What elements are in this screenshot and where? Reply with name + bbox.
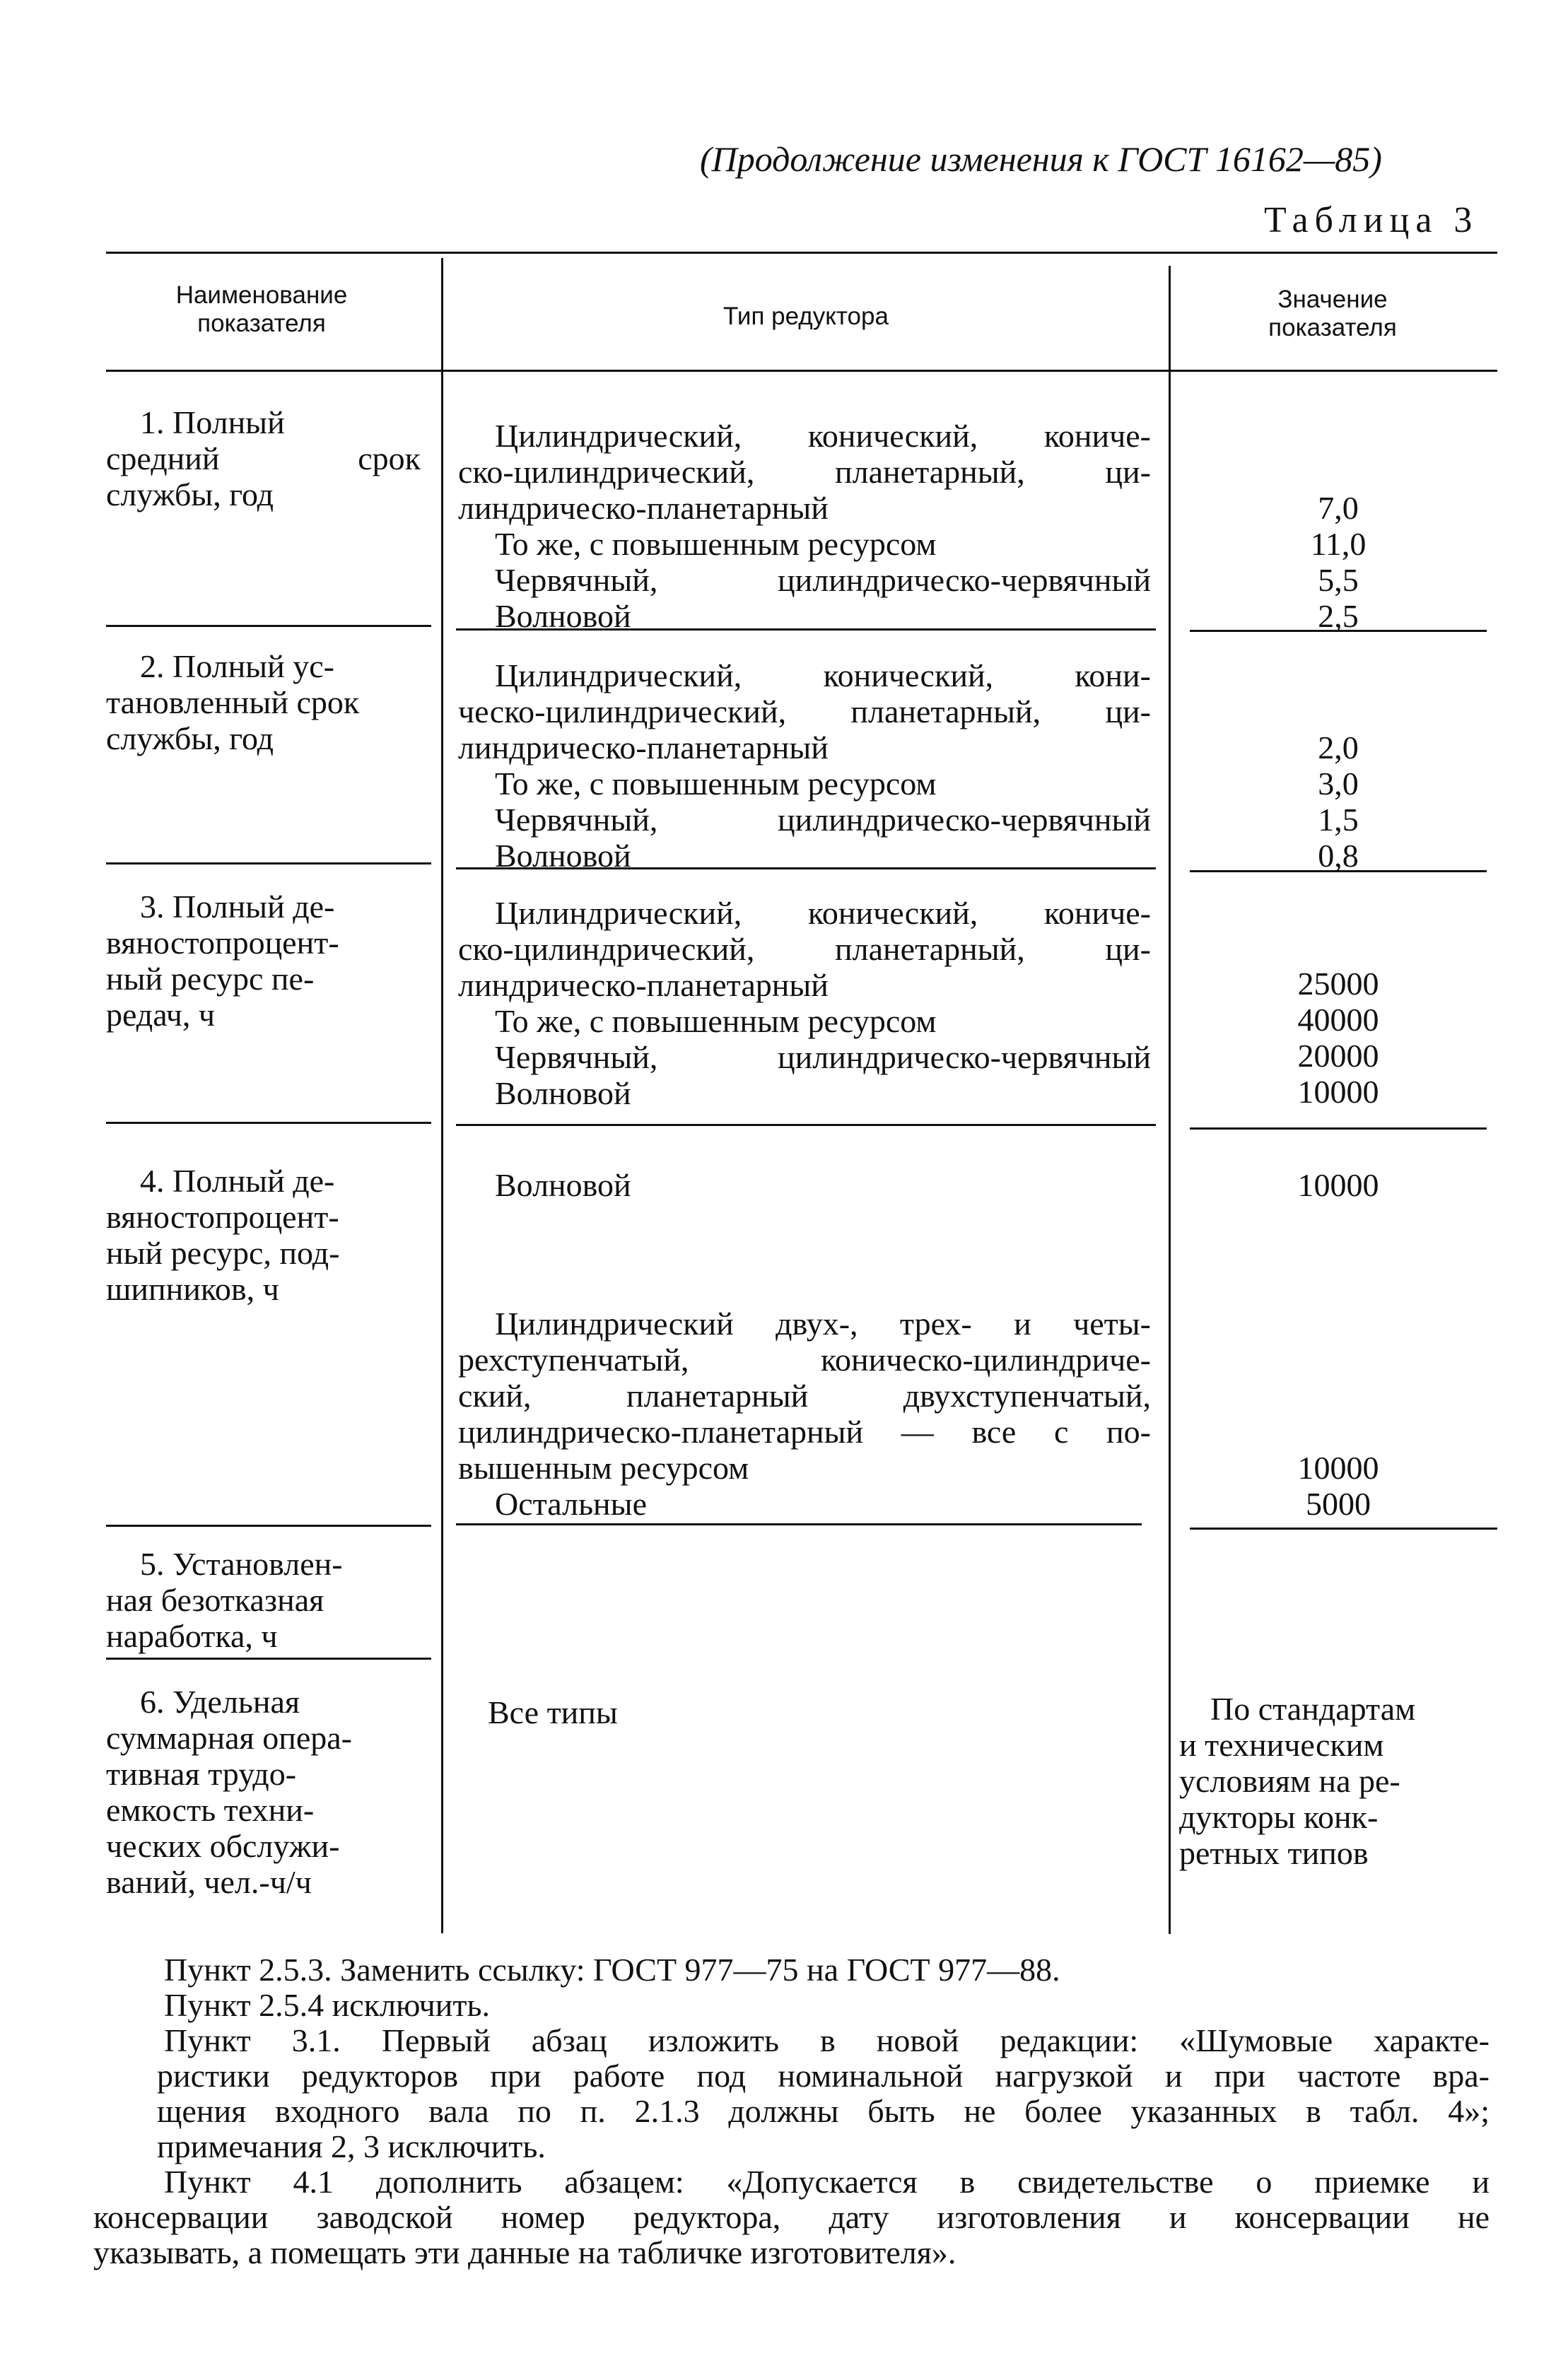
row-4-values: 10000 5000 xyxy=(1297,1450,1379,1522)
paragraph-line: Пункт 3.1. Первый абзац изложить в новой редакции: «Шумовые характе- xyxy=(164,2022,1490,2058)
paragraph-line: Пункт 2.5.3. Заменить ссылку: ГОСТ 977—75 на ГОСТ 977—88. xyxy=(164,1952,1060,1988)
paragraph-line: примечания 2, 3 исключить. xyxy=(157,2128,546,2164)
row-separator xyxy=(106,862,431,864)
column-header-name: Наименование показателя xyxy=(175,281,348,337)
amendment-text xyxy=(93,1952,1490,2270)
paragraph-line: указывать, а помещать эти данные на табличке изготовителя». xyxy=(93,2234,956,2270)
row-4-value-first: 10000 xyxy=(1297,1167,1379,1203)
table-top-rule xyxy=(106,252,1497,254)
row-separator xyxy=(106,1658,431,1660)
column-divider-1 xyxy=(441,258,443,1933)
row-4-type: Цилиндрический двух-, трех- и четы- рехступенчатый, коническо-цилиндриче- ский, планетарный двухступенчатый, цилиндрическо-планетарный — все с по- вышенным ресурсом Остальные xyxy=(458,1306,1151,1522)
row-6-name: 6. Удельная суммарная опера- тивная трудо- емкость техни- ческих обслужи- ваний, чел.-ч/ч xyxy=(106,1684,352,1900)
header-bottom-rule xyxy=(106,370,1497,372)
row-3-name: 3. Полный де- вяностопроцент- ный ресурс пе- редач, ч xyxy=(106,889,339,1033)
row-3-type: Цилиндрический, конический, кониче- ско-цилиндрический, планетарный, ци- линдрическо-планетарный То же, с повышенным ресурсом Червячный, цилиндрическо-червячный Волновой xyxy=(458,895,1151,1111)
row-separator xyxy=(106,1122,431,1124)
row-separator xyxy=(1190,1528,1497,1530)
row-separator xyxy=(106,1525,431,1527)
row-2-name: 2. Полный ус- тановленный срок службы, год xyxy=(106,648,360,756)
paragraph-line: Пункт 4.1 дополнить абзацем: «Допускается в свидетельстве о приемке и xyxy=(164,2164,1490,2200)
row-separator xyxy=(106,625,431,627)
column-divider-2 xyxy=(1169,266,1171,1934)
table-number: Таблица 3 xyxy=(1264,200,1479,240)
row-1-name: 1. Полный средний срок службы, год xyxy=(106,404,421,512)
row-separator xyxy=(456,1124,1156,1126)
row-6-type: Все типы xyxy=(488,1694,618,1730)
paragraph-line: консервации заводской номер редуктора, дату изготовления и консервации не xyxy=(93,2199,1490,2235)
row-4-name: 4. Полный де- вяностопроцент- ный ресурс, под- шипников, ч xyxy=(106,1163,340,1307)
continuation-header: (Продолжение изменения к ГОСТ 16162—85) xyxy=(700,139,1382,179)
column-header-type: Тип редуктора xyxy=(723,303,889,330)
row-1-type: Цилиндрический, конический, кониче- ско-цилиндрический, планетарный, ци- линдрическо-планетарный То же, с повышенным ресурсом Червячный, цилиндрическо-червячный Волновой xyxy=(458,418,1151,634)
paragraph-line: ристики редукторов при работе под номинальной нагрузкой и при частоте вра- xyxy=(157,2058,1490,2094)
row-2-type: Цилиндрический, конический, кони- ческо-цилиндрический, планетарный, ци- линдрическо-планетарный То же, с повышенным ресурсом Червячный, цилиндрическо-червячный Волновой xyxy=(458,657,1151,874)
row-5-name: 5. Установлен- ная безотказная наработка, ч xyxy=(106,1546,343,1654)
row-4-type-first: Волновой xyxy=(495,1167,631,1203)
paragraph-line: щения входного вала по п. 2.1.3 должны быть не более указанных в табл. 4»; xyxy=(157,2093,1490,2129)
column-header-value: Значение показателя xyxy=(1268,286,1397,341)
paragraph-line: Пункт 2.5.4 исключить. xyxy=(164,1987,490,2023)
row-3-values: 25000 40000 20000 10000 xyxy=(1297,966,1379,1110)
row-6-value: По стандартам и техническим условиям на ре- дукторы конк- ретных типов xyxy=(1179,1691,1416,1871)
row-2-values: 2,0 3,0 1,5 0,8 xyxy=(1318,729,1359,874)
row-1-values: 7,0 11,0 5,5 2,5 xyxy=(1310,490,1367,634)
row-separator xyxy=(456,1523,1142,1525)
row-separator xyxy=(1190,1127,1487,1130)
